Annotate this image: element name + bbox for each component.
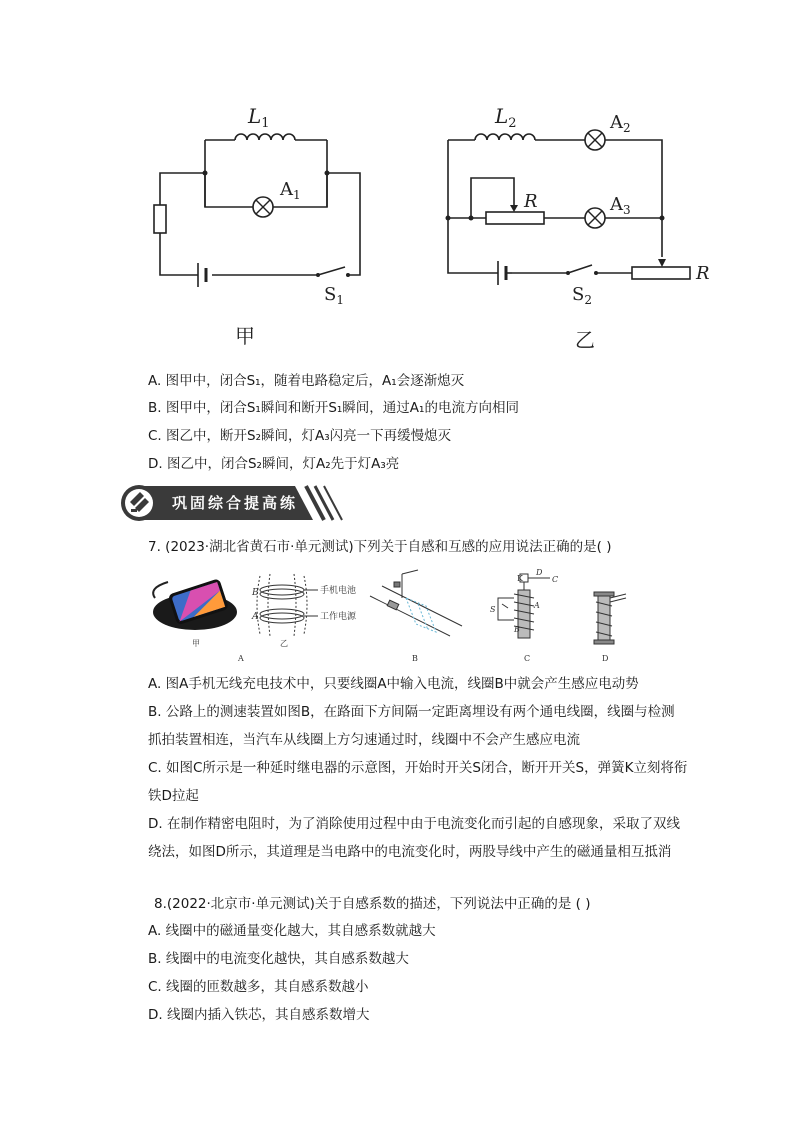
svg-text:K: K xyxy=(517,574,523,583)
q8-option-c: C. 线圈的匝数越多，其自感系数越小 xyxy=(148,979,369,995)
q7-stem: 7. (2023·湖北省黄石市·单元测试)下列关于自感和互感的应用说法正确的是( ) xyxy=(148,539,612,555)
svg-text:甲: 甲 xyxy=(192,639,200,648)
svg-text:乙: 乙 xyxy=(280,639,288,648)
q7-figure xyxy=(150,568,650,666)
wire xyxy=(448,140,498,273)
q7-option-b: B. 公路上的测速装置如图B，在路面下方间隔一定距离埋设有两个通电线圈，线圈与检测抓拍装置相连，当汽车从线圈上方匀速通过时，线圈中不会产生感应电流 xyxy=(148,704,675,748)
svg-text:D: D xyxy=(602,654,609,663)
section-banner-title: 巩固综合提高练 xyxy=(172,494,299,512)
rheostat xyxy=(486,212,544,224)
wire xyxy=(160,233,198,275)
rheostat-label: R xyxy=(524,191,538,212)
junction-dot xyxy=(446,216,451,221)
road-speed-detector-diagram xyxy=(370,570,462,636)
switch-contact xyxy=(566,271,570,275)
resistor-label: R xyxy=(696,263,710,284)
q6-option-b: B. 图甲中，闭合S₁瞬间和断开S₁瞬间，通过A₁的电流方向相同 xyxy=(148,400,519,416)
q7-option-a: A. 图A手机无线充电技术中，只要线圈A中输入电流，线圈B中就会产生感应电动势 xyxy=(148,676,639,692)
q8-option-b: B. 线圈中的电流变化越快，其自感系数越大 xyxy=(148,951,409,967)
svg-text:手机电池: 手机电池 xyxy=(320,586,357,596)
wireless-charger-image xyxy=(153,578,237,630)
wire xyxy=(327,173,360,275)
slider-arrow xyxy=(658,259,666,267)
resistor xyxy=(154,205,166,233)
svg-text:S: S xyxy=(490,605,496,614)
q8-stem: 8.(2022·北京市·单元测试)关于自感系数的描述，下列说法中正确的是 ( ) xyxy=(154,896,591,912)
slider-arrow xyxy=(510,205,518,212)
svg-text:B: B xyxy=(252,588,259,598)
resistor xyxy=(632,267,690,279)
inductor-coil xyxy=(475,134,535,140)
svg-text:B: B xyxy=(412,654,418,663)
svg-text:C: C xyxy=(524,654,531,663)
junction-dot xyxy=(469,216,474,221)
delay-relay-diagram xyxy=(498,574,550,638)
svg-text:D: D xyxy=(536,568,543,577)
inductor-coil xyxy=(235,134,295,140)
lamp-icon xyxy=(585,208,605,228)
lamp-label: $A_1$ xyxy=(280,179,301,202)
two-coils-diagram xyxy=(257,574,318,636)
inductor-label: $L_1$ xyxy=(248,104,270,131)
svg-text:A: A xyxy=(252,612,259,622)
switch-label: $S_1$ xyxy=(324,284,344,307)
switch-contact xyxy=(346,273,350,277)
switch-contact xyxy=(594,271,598,275)
svg-text:B: B xyxy=(514,625,520,634)
q8-option-a: A. 线圈中的磁通量变化越大，其自感系数就越大 xyxy=(148,923,436,939)
junction-dot xyxy=(325,171,330,176)
inductor-label: $L_2$ xyxy=(495,104,517,131)
circuit-caption: 甲 xyxy=(235,324,255,348)
lamp-label: $A_3$ xyxy=(610,194,631,217)
svg-text:A: A xyxy=(238,654,244,663)
q6-option-a: A. 图甲中，闭合S₁，随着电路稳定后，A₁会逐渐熄灭 xyxy=(148,373,465,389)
q8-option-d: D. 线圈内插入铁芯，其自感系数增大 xyxy=(148,1007,370,1023)
bifilar-resistor-diagram xyxy=(594,592,626,644)
circuit-caption: 乙 xyxy=(575,328,595,352)
circuit-yi-diagram xyxy=(440,95,730,355)
wire xyxy=(160,173,205,205)
switch-contact xyxy=(316,273,320,277)
junction-dot xyxy=(203,171,208,176)
switch-label: $S_2$ xyxy=(572,284,592,307)
lamp-icon xyxy=(585,130,605,150)
q6-option-d: D. 图乙中，闭合S₂瞬间，灯A₂先于灯A₃亮 xyxy=(148,456,400,472)
circuit-jia-diagram xyxy=(140,95,380,355)
svg-text:A: A xyxy=(534,601,540,610)
lamp-icon xyxy=(253,197,273,217)
q7-option-c: C. 如图C所示是一种延时继电器的示意图，开始时开关S闭合，断开开关S，弹簧K立刻将衔铁D拉起 xyxy=(148,760,688,804)
svg-text:C: C xyxy=(552,575,559,584)
switch-blade xyxy=(318,267,345,275)
q7-option-d: D. 在制作精密电阻时，为了消除使用过程中由于电流变化而引起的自感现象，采取了双线绕法，如图D所示，其道理是当电路中的电流变化时，两股导线中产生的磁通量相互抵消 xyxy=(148,816,680,860)
q6-option-c: C. 图乙中，断开S₂瞬间，灯A₃闪亮一下再缓慢熄灭 xyxy=(148,428,452,444)
switch-blade xyxy=(568,265,592,273)
junction-dot xyxy=(660,216,665,221)
lamp-label: $A_2$ xyxy=(610,112,631,135)
svg-text:工作电源: 工作电源 xyxy=(320,612,357,622)
wire xyxy=(205,173,253,207)
